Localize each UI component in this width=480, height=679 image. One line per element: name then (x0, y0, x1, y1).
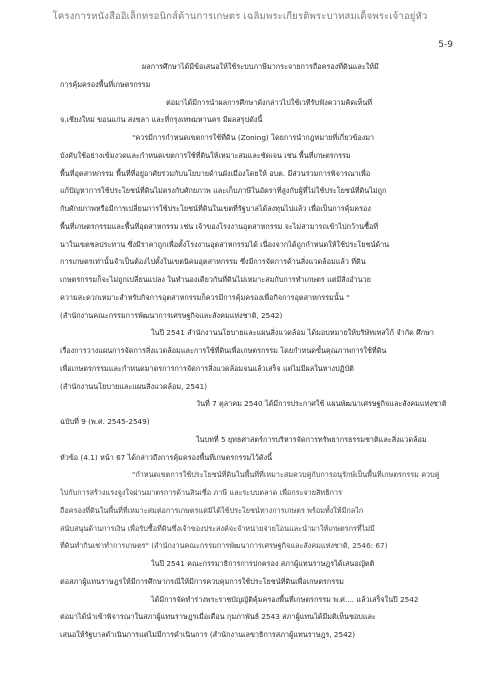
quote-line: ความสะดวกเหมาะสำหรับกิจการอุตสาหกรรมก็ควรมีการคุ้มครองเพื่อกิจการอุตสาหกรรมนั้น " (60, 292, 350, 302)
page-number: 5-9 (438, 40, 453, 50)
paragraph-line: หัวข้อ (4.1) หน้า 67 ได้กล่าวถึงการคุ้มครองพื้นที่เกษตรกรรมไว้ดังนี้ (60, 452, 273, 462)
paragraph-line: ต่อมาได้มีการนำผลการศึกษาดังกล่าวไปใช้เวทีรับฟังความคิดเห็นที่ (166, 97, 373, 107)
quote-line: "กำหนดเขตการใช้ประโยชน์ที่ดินในพื้นที่ที่เหมาะสมควบคู่กับการอนุรักษ์เป็นพื้นที่เกษตรกรรม ควบคู่ (132, 470, 440, 480)
paragraph-line: ในบทที่ 5 ยุทธศาสตร์การบริหารจัดการทรัพยากรธรรมชาติและสิ่งแวดล้อม (196, 434, 427, 444)
quote-line: แก้ปัญหาการใช้ประโยชน์ที่ดินไม่ตรงกับศักยภาพ และเก็บภาษีในอัตราที่สูงกับผู้ที่ไม่ใช้ประโยชน์ที่ดินไม่ถูก (60, 186, 387, 196)
paragraph-line: ได้มีการจัดทำร่างพระราชบัญญัติคุ้มครองพื้นที่เกษตรกรรม พ.ศ.... แล้วเสร็จในปี 2542 (151, 594, 419, 604)
quote-line: ไปกับการสร้างแรงจูงใจผ่านมาตรการด้านสินเชื่อ ภาษี และระบบตลาด เพื่อกระจายสิทธิการ (60, 488, 342, 497)
quote-line: ที่ดินทำกินเช่าทำการเกษตร" (สำนักงานคณะกรรมการพัฒนาการเศรษฐกิจและสังคมแห่งชาติ, 2546: 67) (60, 541, 388, 551)
paragraph-line: เสนอให้รัฐบาลดำเนินการแต่ไม่มีการดำเนินการ (สำนักงานเลขาธิการสภาผู้แทนราษฎร, 2542) (60, 630, 356, 639)
quote-line: ถือครองที่ดินในพื้นที่ที่เหมาะสมต่อการเกษตรแต่มิได้ใช้ประโยชน์ทางการเกษตร พร้อมทั้งให้มีกลไก (60, 505, 364, 515)
citation-line: (สำนักงานคณะกรรมการพัฒนาการเศรษฐกิจและสังคมแห่งชาติ, 2542) (60, 310, 283, 320)
paragraph-line: ในปี 2541 สำนักงานนโยบายและแผนสิ่งแวดล้อม ได้มอบหมายให้บริษัทเทสโก้ จำกัด ศึกษา (151, 328, 434, 338)
paragraph-line: เพื่อเกษตรกรรมและกำหนดมาตรการการจัดการสิ่งแวดล้อมจนแล้วเสร็จ แต่ไม่มีผลในทางปฏิบัติ (60, 363, 354, 373)
quote-line: กับศักยภาพหรือมีการเปลี่ยนการใช้ประโยชน์ที่ดินในเขตที่รัฐบาลได้ลงทุนไปแล้ว เพื่อเป็นการคุ้มครอง (60, 204, 371, 213)
paragraph-line: ฉบับที่ 9 (พ.ศ. 2545-2549) (60, 417, 150, 426)
quote-line: บังคับใช้อย่างเข้มงวดและกำหนดเขตการใช้ที่ดินให้เหมาะสมและชัดเจน เช่น พื้นที่เกษตรกรรม (60, 150, 351, 160)
citation-line: (สำนักงานนโยบายและแผนสิ่งแวดล้อม, 2541) (60, 381, 208, 391)
quote-line: พื้นที่อุตสาหกรรม พื้นที่ที่อยู่อาศัยร่วมกับนโยบายด้านผังเมืองโดยให้ อบต. มีส่วนร่วมการพิจารณาเพื่อ (60, 168, 371, 178)
paragraph-line: จ.เชียงใหม่ ขอนแก่น สงขลา และที่กรุงเทพมหานคร มีผลสรุปดังนี้ (60, 115, 263, 125)
quote-line: เกษตรกรรมก็จะไม่ถูกเปลี่ยนแปลง ในทำนองเดียวกันที่ดินไม่เหมาะสมกับการทำเกษตร แต่มีสิ่งอำนวย (60, 275, 371, 284)
paragraph-line: ต่อมาได้นำเข้าพิจารณาในสภาผู้แทนราษฎรเมื่อเดือน กุมภาพันธ์ 2543 สภาผู้แทนได้มีมติเห็นชอบและ (60, 612, 376, 622)
quote-line: สนับสนุนด้านการเงิน เพื่อรับซื้อที่ดินซึ่งเจ้าของประสงค์จะจำหน่ายจ่ายโอนและนำมาให้เกษตรกรที่ไม่มี (60, 523, 375, 533)
quote-line: นาในเขตชลประทาน ซึ่งมีราคาถูกเพื่อตั้งโรงงานอุตสาหกรรมได้ เนื่องจากได้ถูกกำหนดให้ใช้ประโยชน์ด้าน (60, 239, 390, 249)
paragraph-line: ต่อสภาผู้แทนราษฎรให้มีการศึกษากรณีให้มีการควบคุมการใช้ประโยชน์ที่ดินเพื่อเกษตรกรรม (60, 576, 344, 586)
paragraph-line: เรื่องการวางแผนการจัดการสิ่งแวดล้อมและการใช้ที่ดินเพื่อเกษตรกรรม โดยกำหนดขั้นคุณภาพการใช้ที่ดิน (60, 346, 387, 355)
running-header: โครงการหนังสืออิเล็กทรอนิกส์ด้านการเกษตร เฉลิมพระเกียรติพระบาทสมเด็จพระเจ้าอยู่หัว (52, 11, 428, 22)
paragraph-line: ในปี 2541 คณะกรรมาธิการการปกครอง สภาผู้แทนราษฎรได้เสนอญัตติ (151, 559, 375, 568)
document-body (60, 58, 460, 644)
paragraph-line: ผลการศึกษาได้มีข้อเสนอให้ใช้ระบบภาษีมากระจายการถือครองที่ดินและให้มี (142, 62, 379, 71)
quote-line: "ควรมีการกำหนดเขตการใช้ที่ดิน (Zoning) โดยการนำกฎหมายที่เกี่ยวข้องมา (132, 133, 375, 142)
quote-line: พื้นที่เกษตรกรรมและพื้นที่อุตสาหกรรม เช่น เจ้าของโรงงานอุตสาหกรรม จะไม่สามารถเข้าไปกว้านซื้อที่ (60, 221, 379, 231)
quote-line: การเกษตรเท่านั้นจำเป็นต้องไปตั้งในเขตนิคมอุตสาหกรรม ซึ่งมีการจัดการด้านสิ่งแวดล้อมแล้ว ที่ดิน (60, 257, 366, 267)
paragraph-line: วันที่ 7 ตุลาคม 2540 ได้มีการประกาศใช้ แผนพัฒนาเศรษฐกิจและสังคมแห่งชาติ (196, 399, 447, 409)
paragraph-line: การคุ้มครองพื้นที่เกษตรกรรม (60, 79, 151, 89)
